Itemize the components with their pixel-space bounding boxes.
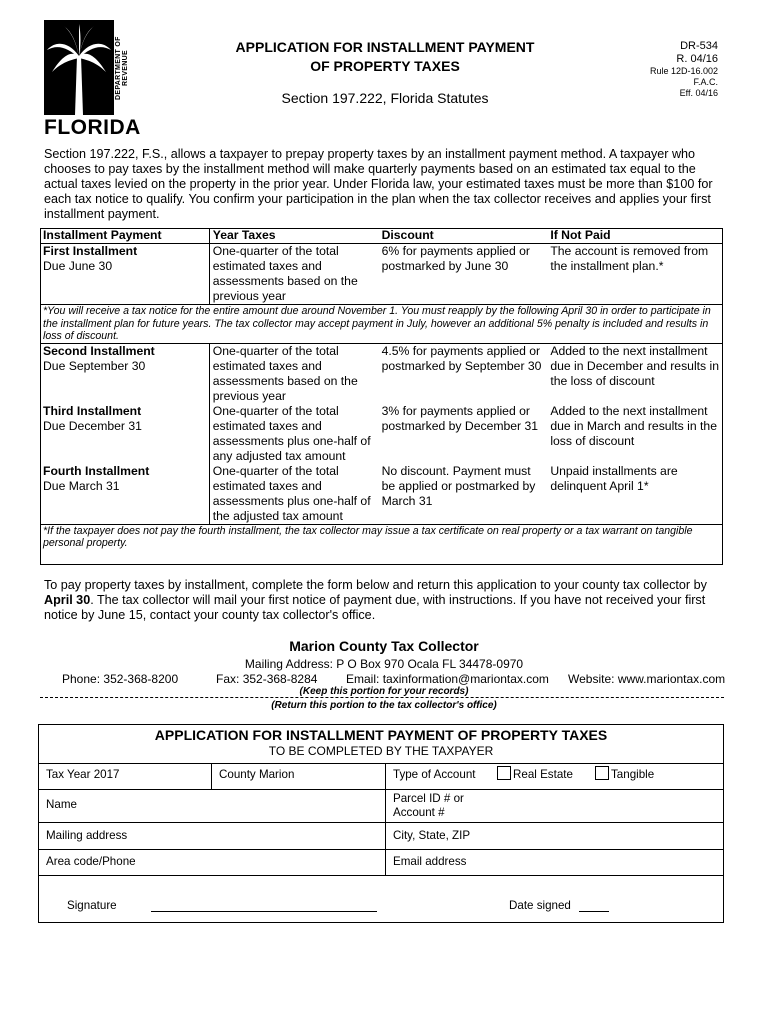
mailing-address-field[interactable]: Mailing address [46,829,128,842]
collector-fax: Fax: 352-368-8284 [216,672,318,686]
form-divider [39,849,723,850]
statute-subtitle: Section 197.222, Florida Statutes [281,90,489,106]
form-divider [211,763,212,789]
year-taxes-cell: One-quarter of the total estimated taxes and assessments based on the previous year [212,244,358,303]
date-signed-line[interactable] [579,911,609,912]
installment-due: Due June 30 [43,259,113,273]
county-field: County Marion [219,768,295,781]
real-estate-checkbox[interactable] [497,766,511,780]
discount-cell: 3% for payments applied or postmarked by December 31 [381,403,539,433]
col-if-not-paid: If Not Paid [547,228,723,244]
phone-field[interactable]: Area code/Phone [46,855,136,868]
page-title: APPLICATION FOR INSTALLMENT PAYMENT OF PROPERTY TAXES [235,39,535,74]
florida-dor-logo [44,20,141,139]
year-taxes-cell: One-quarter of the total estimated taxes and assessments based on the previous year [212,343,358,403]
tax-year-field: Tax Year 2017 [46,768,120,781]
collector-phone: Phone: 352-368-8200 [62,672,179,686]
installment-name: Fourth Installment [43,463,150,478]
parcel-id-field[interactable]: Parcel ID # or Account # [393,792,464,819]
installment-due: Due September 30 [43,358,146,373]
form-divider [39,875,723,876]
date-signed-label: Date signed [509,899,571,912]
if-not-paid-cell: Added to the next installment due in March and results in the loss of discount [550,403,717,448]
installment-name: Third Installment [43,403,142,418]
application-form [38,724,724,923]
form-subtitle: TO BE COMPLETED BY THE TAXPAYER [268,744,494,758]
form-divider [39,822,723,823]
discount-cell: No discount. Payment must be applied or postmarked by March 31 [381,463,536,508]
reapply-note: *You will receive a tax notice for the entire amount due around November 1. You must reapply by the following April 30 in order to participate in the installment plan for future years. The tax collector may accept payment in July, however an additional 5% penalty is included and results in loss of discount. [40,305,723,344]
form-divider [39,763,723,764]
real-estate-option[interactable]: Real Estate [497,766,573,782]
form-title: APPLICATION FOR INSTALLMENT PAYMENT OF PROPERTY TAXES [154,727,608,743]
cut-line [40,697,724,698]
payment-instructions: To pay property taxes by installment, complete the form below and return this application to your county tax collector by April 30. The tax collector will mail your first notice of payment due, with instructions. If you have not received your first notice by June 15, contact your county tax collector's office. [44,578,707,622]
tangible-checkbox[interactable] [595,766,609,780]
form-revision: R. 04/16 [676,53,718,65]
signature-line[interactable] [151,911,377,912]
form-rule: Rule 12D-16.002 [649,66,718,76]
city-state-zip-field[interactable]: City, State, ZIP [393,829,471,842]
table-row [40,404,723,464]
col-installment-payment: Installment Payment [40,228,209,244]
return-portion-label: (Return this portion to the tax collector's office) [271,700,497,711]
table-row [40,343,723,404]
table-row [40,464,723,525]
installment-name: Second Installment [43,343,155,358]
collector-email[interactable]: Email: taxinformation@mariontax.com [346,672,549,686]
form-fac: F.A.C. [693,77,718,87]
col-year-taxes: Year Taxes [209,228,378,244]
form-divider [385,763,386,875]
tax-certificate-note: *If the taxpayer does not pay the fourth installment, the tax collector may issue a tax certificate on real property or a tax warrant on tangible personal property. [40,524,723,550]
email-field[interactable]: Email address [393,855,467,868]
form-number: DR-534 [680,40,718,52]
if-not-paid-cell: The account is removed from the installment plan.* [550,244,709,273]
installment-due: Due March 31 [43,478,120,493]
if-not-paid-cell: Added to the next installment due in December and results in the loss of discount [550,343,719,388]
table-header-row [40,228,723,244]
palm-tree-icon [44,20,114,115]
intro-paragraph: Section 197.222, F.S., allows a taxpayer to prepay property taxes by an installment payment method. A taxpayer who chooses to pay taxes by the installment method will make quarterly payments based on an estimated tax equal to the actual taxes levied on the property in the prior year. Under Florida law, your estimated taxes must be more than $100 for each tax notice to qualify. You confirm your participation in the plan when the tax collector receives and applies your first installment payment. [44,147,713,221]
installment-due: Due December 31 [43,418,142,433]
table-note-row [40,524,723,550]
form-number-block [600,40,718,99]
collector-website[interactable]: Website: www.mariontax.com [568,672,726,686]
installment-table [40,228,723,550]
type-of-account-label: Type of Account [393,768,476,781]
signature-label: Signature [67,899,117,912]
form-divider [39,789,723,790]
discount-cell: 4.5% for payments applied or postmarked by September 30 [381,343,542,373]
year-taxes-cell: One-quarter of the total estimated taxes and assessments plus one-half of the adjusted tax amount [212,463,371,523]
table-note-row [40,305,723,344]
col-discount: Discount [379,228,548,244]
payment-deadline: April 30 [44,593,91,607]
department-label: DEPARTMENT OF REVENUE [115,36,129,100]
discount-cell: 6% for payments applied or postmarked by June 30 [381,244,530,273]
collector-mailing: Mailing Address: P O Box 970 Ocala FL 34478-0970 [244,657,524,671]
installment-name: First Installment [43,244,138,258]
name-field[interactable]: Name [46,798,77,811]
tangible-option[interactable]: Tangible [595,766,654,782]
table-row [40,244,723,305]
florida-wordmark: FLORIDA [44,116,141,139]
form-effective: Eff. 04/16 [679,88,718,98]
year-taxes-cell: One-quarter of the total estimated taxes and assessments plus one-half of any adjusted tax amount [212,403,371,463]
collector-name: Marion County Tax Collector [289,638,479,654]
keep-portion-label: (Keep this portion for your records) [299,686,469,697]
if-not-paid-cell: Unpaid installments are delinquent April 1* [550,463,678,493]
